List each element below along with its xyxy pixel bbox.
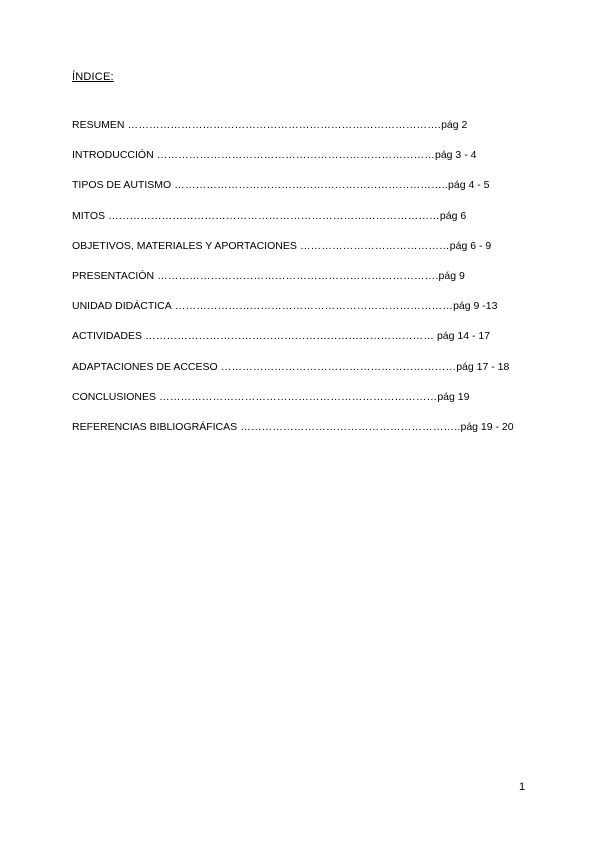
toc-entry-page: pág 19 (437, 390, 470, 403)
toc-entry-page: pág 4 - 5 (448, 179, 490, 192)
toc-entry-unidad-didactica (72, 299, 542, 329)
toc-entry-title: PRESENTACIÓN (72, 269, 155, 282)
toc-entry-presentacion (72, 269, 542, 299)
toc-entry-title: CONCLUSIONES (72, 390, 157, 403)
toc-entry-leader: ………………………………………………………………………………… (105, 209, 440, 222)
toc-entry-tipos-de-autismo (72, 178, 542, 208)
toc-entry-resumen (72, 118, 542, 148)
toc-entry-leader: …………………………………………………….. (237, 420, 461, 433)
toc-entry-page: pág 6 (439, 209, 467, 222)
toc-entry-leader: ……………………………………………………………………. (154, 269, 439, 282)
toc-entry-mitos (72, 209, 542, 239)
toc-entry-page: pág 19 - 20 (460, 420, 514, 433)
toc-entry-title: OBJETIVOS, MATERIALES Y APORTACIONES (72, 239, 297, 252)
toc-entry-page: pág 9 (438, 269, 465, 282)
toc-entry-leader: ………………………………………………………… (217, 360, 457, 373)
page-number: 1 (519, 781, 526, 793)
toc-entry-title: RESUMEN (72, 119, 125, 131)
toc-entry-adaptaciones (72, 360, 542, 390)
toc-entry-page: pág 9 -13 (453, 300, 498, 313)
toc-entry-title: UNIDAD DIDÁCTICA (72, 300, 172, 313)
toc-entry-title: INTRODUCCIÓN (72, 149, 154, 162)
toc-entry-page: pág 6 - 9 (449, 239, 492, 252)
toc-entry-leader: ……………………………………………………………………………. (124, 119, 442, 131)
toc-entry-leader: …………………………………………………………………… (171, 300, 454, 313)
toc-entry-title: REFERENCIAS BIBLIOGRÁFICAS (72, 420, 238, 433)
toc-entry-title: ADAPTACIONES DE ACCESO (72, 360, 218, 373)
toc-entry-referencias (72, 420, 542, 450)
toc-entry-objetivos (72, 239, 542, 269)
toc-entry-title: TIPOS DE AUTISMO (72, 179, 172, 192)
toc-entry-conclusiones (72, 390, 542, 420)
toc-entry-page: pág 14 - 17 (434, 330, 491, 343)
toc-entry-leader: ………………………………………………………………….. (171, 179, 449, 192)
toc-entry-page: pág 17 - 18 (456, 360, 510, 373)
toc-entry-page: pág 3 - 4 (435, 149, 477, 162)
toc-entry-leader: …………………………………… (296, 239, 450, 252)
toc-entry-leader: …………………………………………………………………… (153, 149, 435, 162)
toc-entry-actividades (72, 329, 542, 359)
table-of-contents (72, 118, 542, 450)
index-heading: ÍNDICE: (72, 71, 114, 83)
toc-entry-leader: ……………………………………………………………………… (142, 330, 435, 343)
toc-entry-leader: …………………………………………………………………… (156, 390, 438, 403)
toc-entry-introduccion (72, 148, 542, 178)
toc-entry-title: ACTIVIDADES (72, 330, 143, 343)
toc-entry-title: MITOS (72, 209, 106, 222)
toc-entry-page: pág 2 (441, 119, 468, 131)
